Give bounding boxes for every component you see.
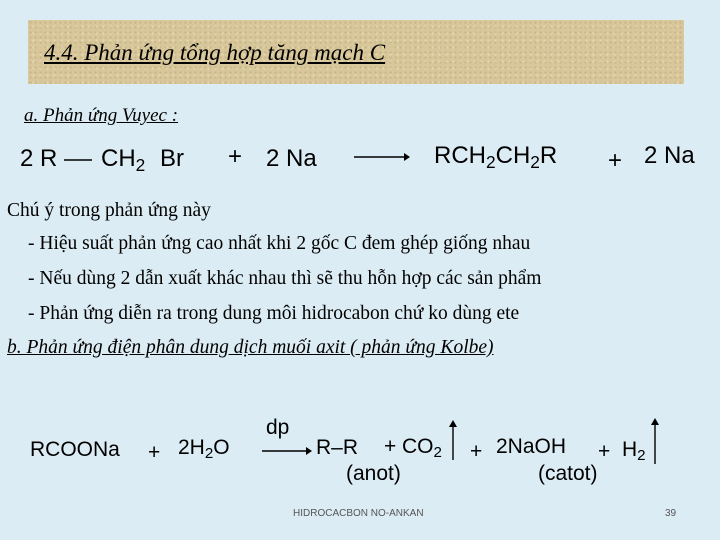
section-a-heading: a. Phản ứng Vuyec :: [24, 105, 179, 126]
kolbe-product-naoh: 2NaOH: [496, 435, 567, 458]
kolbe-reactant-water: $2H_2O$: [178, 436, 230, 463]
anode-label: (anot): [346, 462, 401, 485]
gas-evolution-arrow-icon: [651, 418, 659, 464]
wurtz-ch2: $CH_2$: [101, 145, 146, 175]
note-item: - Hiệu suất phản ứng cao nhất khi 2 gốc C đem ghép giống nhau: [28, 233, 531, 254]
wurtz-br: Br: [160, 145, 184, 172]
kolbe-product-alkane: R–R: [316, 436, 359, 459]
kolbe-product-h2: $H_2$: [622, 438, 646, 465]
section-b-heading: b. Phản ứng điện phân dung dịch muối axit ( phản ứng Kolbe): [7, 337, 494, 358]
cathode-label: (catot): [538, 462, 598, 485]
slide-title: 4.4. Phản ứng tổng hợp tăng mạch C: [44, 40, 386, 65]
plus-sign: +: [470, 440, 483, 463]
gas-evolution-arrow-icon: [449, 420, 457, 460]
bond-line: [64, 158, 94, 162]
reaction-arrow: [262, 445, 312, 457]
wurtz-sodium-reactant: 2 Na: [266, 145, 317, 172]
note-intro: Chú ý trong phản ứng này: [7, 200, 211, 221]
plus-sign: +: [384, 435, 397, 458]
kolbe-reactant-salt: RCOONa: [30, 438, 120, 461]
wurtz-sodium-product: 2 Na: [644, 142, 695, 169]
note-item: - Phản ứng diễn ra trong dung môi hidrocabon chứ ko dùng ete: [28, 303, 520, 324]
plus-sign: +: [148, 441, 161, 464]
reaction-arrow: [354, 151, 410, 163]
note-item: - Nếu dùng 2 dẫn xuất khác nhau thì sẽ thu hỗn hợp các sản phẩm: [28, 268, 542, 289]
wurtz-reactant-coef: 2 R: [20, 145, 58, 172]
wurtz-product: $RCH_2CH_2R$: [434, 142, 558, 172]
arrow-label-electrolysis: dp: [266, 416, 290, 439]
plus-sign: +: [228, 143, 243, 170]
kolbe-product-co2: $CO_2$: [402, 435, 442, 462]
plus-sign: +: [598, 440, 611, 463]
page-number: 39: [665, 508, 677, 519]
plus-sign: +: [608, 147, 623, 174]
footer-label: HIDROCACBON NO-ANKAN: [293, 508, 424, 519]
